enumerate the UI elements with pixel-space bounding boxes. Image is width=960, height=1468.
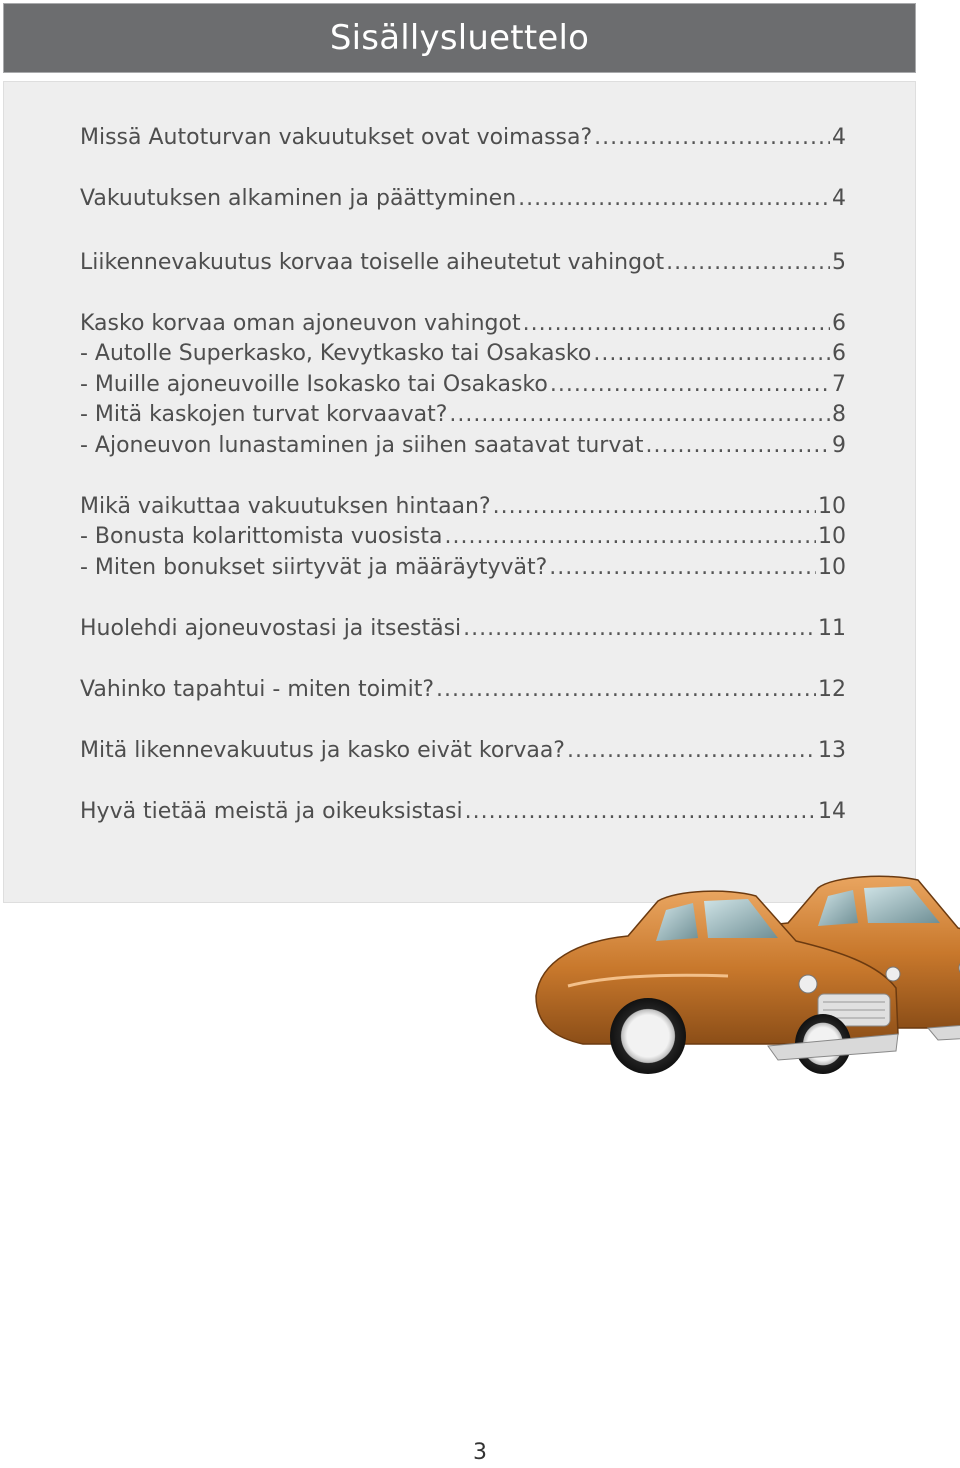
toc-dot-leader [594,125,830,150]
toc-entry-page: 7 [832,372,846,397]
toc-subentry[interactable] [80,372,846,402]
toc-entry-title: - Miten bonukset siirtyvät ja määräytyvät? [80,555,548,580]
toc-entry-title: Mikä vaikuttaa vakuutuksen hintaan? [80,494,491,519]
toc-subentry[interactable] [80,433,846,463]
toc-entry[interactable] [80,738,846,768]
toc-entry-title: Missä Autoturvan vakuutukset ovat voimassa? [80,125,593,150]
toc-subentry[interactable] [80,402,846,432]
toc-entry-title: Huolehdi ajoneuvostasi ja itsestäsi [80,616,462,641]
toc-dot-leader [449,402,830,427]
toc-entry-page: 11 [818,616,846,641]
toc-entry[interactable] [80,311,846,341]
vintage-cars-illustration [528,868,960,1083]
toc-entry-title: - Autolle Superkasko, Kevytkasko tai Osakasko [80,341,592,366]
toc-entry[interactable] [80,677,846,707]
toc-entry-title: Kasko korvaa oman ajoneuvon vahingot [80,311,521,336]
toc-entry[interactable] [80,186,846,216]
toc-dot-leader [444,524,816,549]
toc-entry-page: 6 [832,311,846,336]
toc-entry[interactable] [80,799,846,829]
page-number: 3 [473,1440,487,1465]
toc-entry-page: 4 [832,125,846,150]
toc-entry-title: Liikennevakuutus korvaa toiselle aiheutetut vahingot [80,250,665,275]
toc-entry-title: - Bonusta kolarittomista vuosista [80,524,443,549]
toc-entry-title: - Mitä kaskojen turvat korvaavat? [80,402,448,427]
toc-entry-page: 10 [818,494,846,519]
toc-entry-page: 10 [818,524,846,549]
toc-dot-leader [436,677,816,702]
toc-entry[interactable] [80,250,846,280]
toc-dot-leader [463,616,816,641]
toc-entry-page: 6 [832,341,846,366]
toc-entry-page: 14 [818,799,846,824]
toc-entry[interactable] [80,494,846,524]
toc-dot-leader [549,555,816,580]
toc-subentry[interactable] [80,524,846,554]
toc-dot-leader [645,433,830,458]
toc-dot-leader [550,372,830,397]
toc-entry-title: Vahinko tapahtui - miten toimit? [80,677,435,702]
toc-dot-leader [518,186,830,211]
toc-entry-page: 4 [832,186,846,211]
toc-entry-page: 5 [832,250,846,275]
toc-entry-page: 10 [818,555,846,580]
toc-dot-leader [593,341,830,366]
toc-entry-title: - Muille ajoneuvoille Isokasko tai Osakasko [80,372,548,397]
toc-dot-leader [567,738,816,763]
vintage-car-icon [528,868,960,1083]
toc-entry[interactable] [80,616,846,646]
toc-dot-leader [465,799,816,824]
toc-entry-page: 8 [832,402,846,427]
toc-subentry[interactable] [80,341,846,371]
toc-entry[interactable] [80,125,846,155]
toc-entry-title: - Ajoneuvon lunastaminen ja siihen saatavat turvat [80,433,644,458]
toc-entry-title: Mitä likennevakuutus ja kasko eivät korvaa? [80,738,565,763]
toc-entry-page: 12 [818,677,846,702]
toc-entry-page: 9 [832,433,846,458]
toc-entry-page: 13 [818,738,846,763]
toc-entry-title: Hyvä tietää meistä ja oikeuksistasi [80,799,463,824]
toc-subentry[interactable] [80,555,846,585]
header-bar [3,3,916,73]
toc-entry-title: Vakuutuksen alkaminen ja päättyminen [80,186,517,211]
page-title: Sisällysluettelo [329,18,590,58]
toc-dot-leader [493,494,816,519]
table-of-contents [3,81,916,903]
toc-dot-leader [666,250,830,275]
toc-dot-leader [523,311,830,336]
